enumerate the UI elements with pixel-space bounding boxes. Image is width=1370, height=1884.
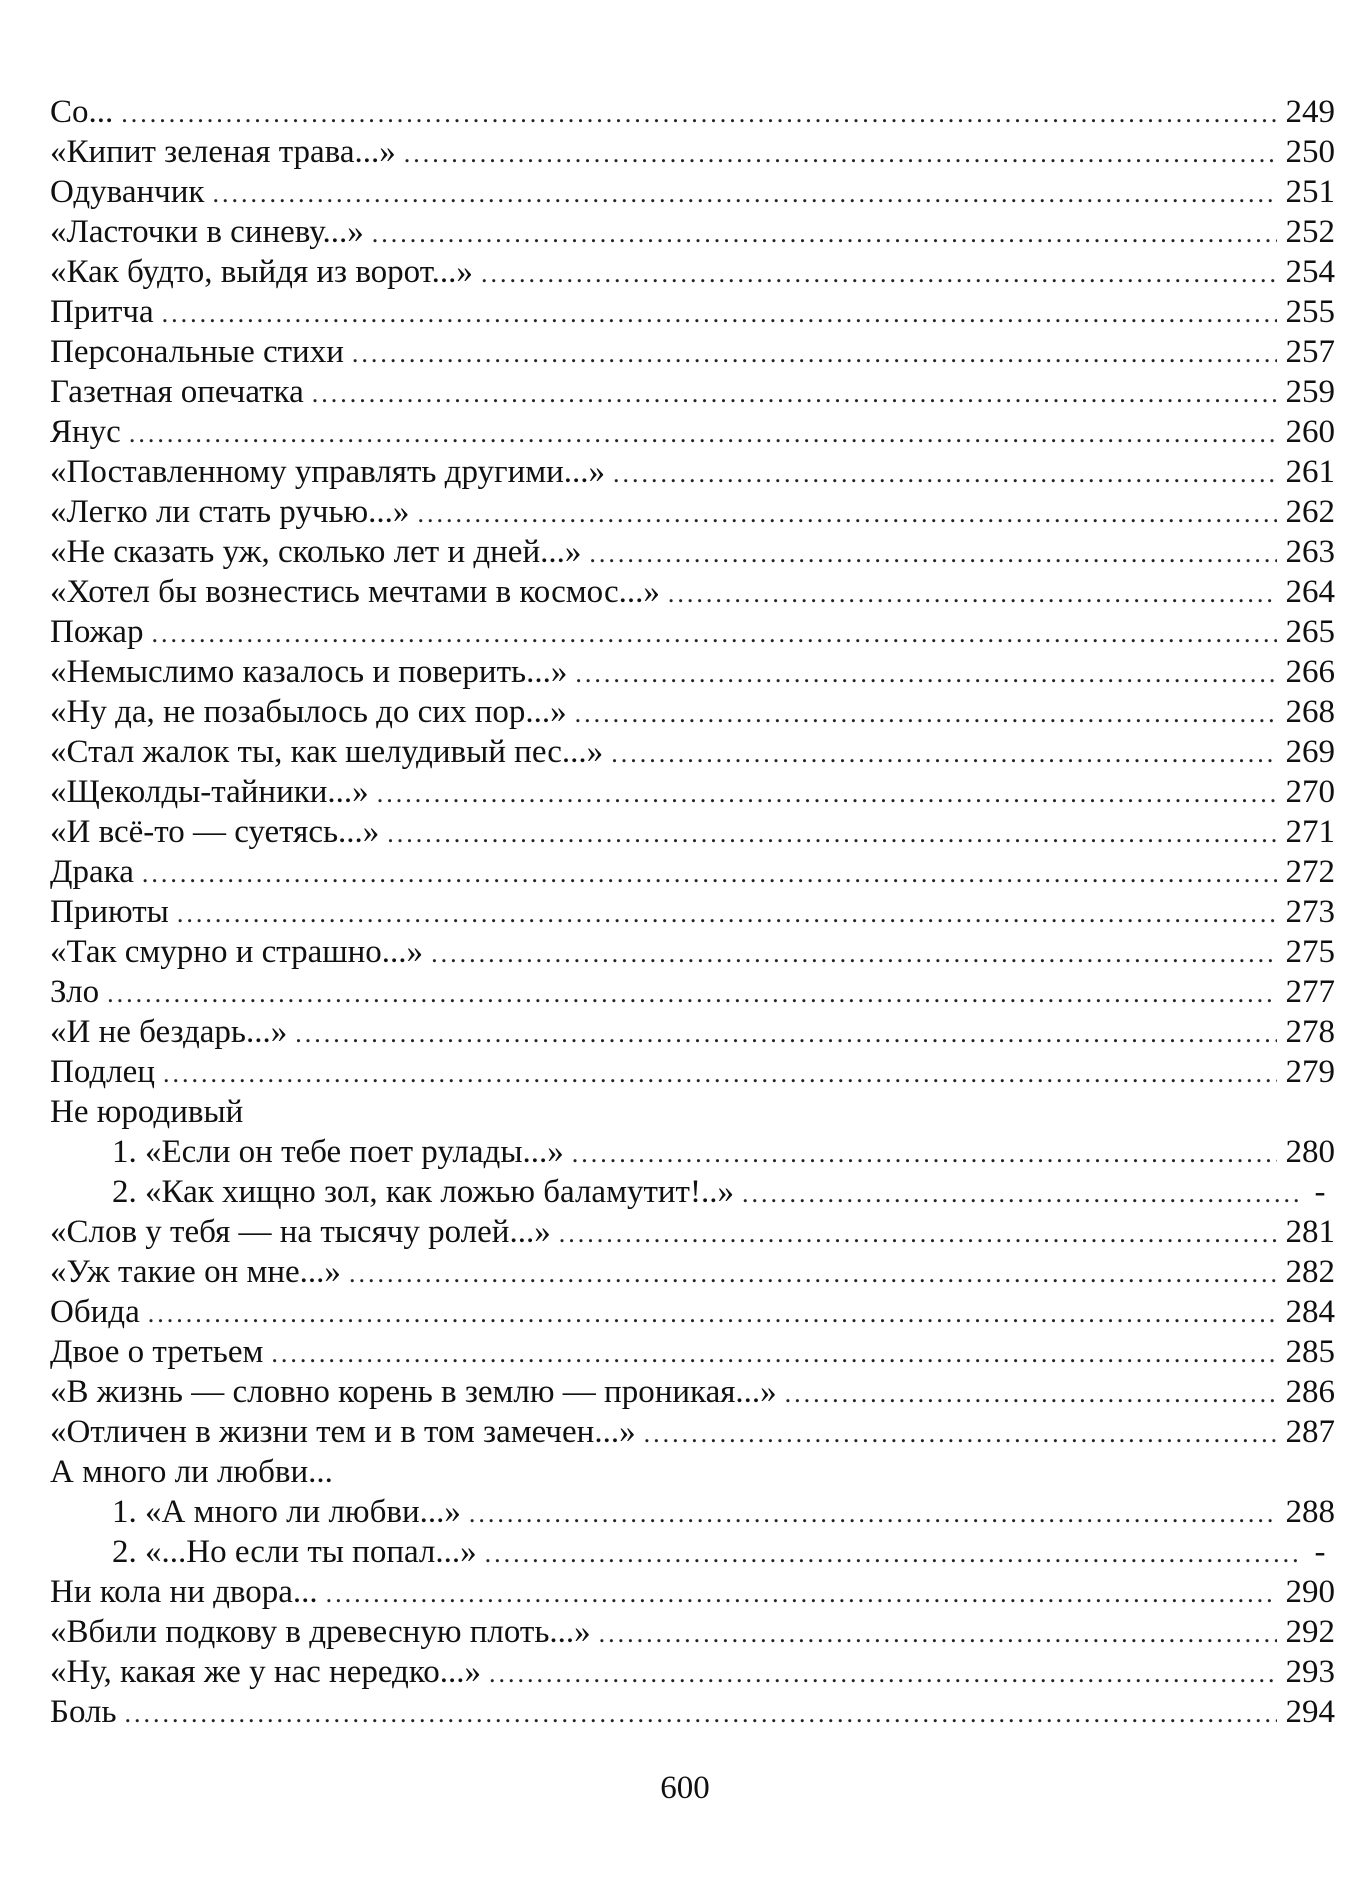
toc-entry <box>50 692 1335 732</box>
toc-entry-page: 266 <box>1285 654 1335 690</box>
toc-entry-page: 259 <box>1285 374 1335 410</box>
toc-entry-page: 290 <box>1285 1574 1335 1610</box>
toc-entry-title: Персональные стихи <box>50 334 344 370</box>
toc-entry-title: 1. «Если он тебе поет рулады...» <box>112 1134 564 1170</box>
toc-entry-title: «Ну, какая же у нас нередко...» <box>50 1654 481 1690</box>
toc-entry-title: Со... <box>50 94 114 130</box>
toc-entry-title: Газетная опечатка <box>50 374 304 410</box>
toc-entry-title: «И всё-то — суетясь...» <box>50 814 380 850</box>
toc-entry-page: 275 <box>1285 934 1335 970</box>
toc-leader-dots <box>125 1694 1277 1734</box>
toc-entry <box>50 892 1335 932</box>
table-of-contents <box>50 92 1335 1732</box>
toc-entry <box>50 1572 1335 1612</box>
toc-leader-dots <box>387 814 1277 854</box>
toc-leader-dots <box>742 1174 1299 1214</box>
toc-entry <box>50 1452 1335 1492</box>
toc-entry <box>50 212 1335 252</box>
toc-entry-page: 286 <box>1285 1374 1335 1410</box>
toc-entry-title: «Вбили подкову в древесную плоть...» <box>50 1614 591 1650</box>
toc-leader-dots <box>312 374 1277 414</box>
toc-leader-dots <box>142 854 1277 894</box>
toc-leader-dots <box>431 934 1277 974</box>
toc-entry <box>50 1372 1335 1412</box>
toc-entry-title: Двое о третьем <box>50 1334 264 1370</box>
toc-entry-title: А много ли любви... <box>50 1454 333 1490</box>
toc-entry <box>50 1652 1335 1692</box>
toc-entry-title: «Кипит зеленая трава...» <box>50 134 396 170</box>
toc-entry <box>50 492 1335 532</box>
toc-entry-page: 294 <box>1285 1694 1335 1730</box>
toc-leader-dots <box>469 1494 1277 1534</box>
toc-entry-page: 288 <box>1285 1494 1335 1530</box>
toc-entry <box>50 1692 1335 1732</box>
toc-entry-title: «Ласточки в синеву...» <box>50 214 364 250</box>
toc-entry <box>50 412 1335 452</box>
toc-subentry <box>50 1172 1335 1212</box>
toc-leader-dots <box>129 414 1277 454</box>
toc-leader-dots <box>485 1534 1299 1574</box>
toc-entry <box>50 132 1335 172</box>
toc-leader-dots <box>575 654 1277 694</box>
toc-leader-dots <box>613 454 1277 494</box>
toc-leader-dots <box>644 1414 1277 1454</box>
toc-entry-page: 277 <box>1285 974 1335 1010</box>
toc-entry <box>50 252 1335 292</box>
toc-entry-title: «Немыслимо казалось и поверить...» <box>50 654 568 690</box>
toc-entry-page: 262 <box>1285 494 1335 530</box>
toc-entry-title: «Отличен в жизни тем и в том замечен...» <box>50 1414 636 1450</box>
toc-leader-dots <box>589 534 1277 574</box>
toc-entry <box>50 1212 1335 1252</box>
toc-entry-page: 250 <box>1285 134 1335 170</box>
toc-entry-page: 284 <box>1285 1294 1335 1330</box>
toc-entry-page: 271 <box>1285 814 1335 850</box>
toc-entry-title: Драка <box>50 854 134 890</box>
toc-entry-page: - <box>1314 1534 1326 1570</box>
toc-entry-page: 272 <box>1285 854 1335 890</box>
toc-leader-dots <box>163 1054 1277 1094</box>
toc-leader-dots <box>151 614 1277 654</box>
toc-entry-title: «Щеколды-тайники...» <box>50 774 369 810</box>
toc-leader-dots <box>417 494 1277 534</box>
toc-entry-title: «Как будто, выйдя из ворот...» <box>50 254 473 290</box>
toc-entry-title: «Стал жалок ты, как шелудивый пес...» <box>50 734 604 770</box>
toc-subentry <box>50 1532 1335 1572</box>
toc-entry-title: Подлец <box>50 1054 155 1090</box>
toc-entry-page: 273 <box>1285 894 1335 930</box>
toc-entry-title: 2. «Как хищно зол, как ложью баламутит!..» <box>112 1174 734 1210</box>
toc-entry <box>50 612 1335 652</box>
toc-entry-title: «Уж такие он мне...» <box>50 1254 341 1290</box>
toc-entry <box>50 532 1335 572</box>
toc-entry-title: Янус <box>50 414 121 450</box>
toc-entry-title: Обида <box>50 1294 140 1330</box>
toc-entry <box>50 92 1335 132</box>
toc-leader-dots <box>121 94 1277 134</box>
toc-entry <box>50 1052 1335 1092</box>
page-number: 600 <box>660 1770 710 1806</box>
toc-entry <box>50 1332 1335 1372</box>
toc-leader-dots <box>575 694 1277 734</box>
toc-entry-page: 269 <box>1285 734 1335 770</box>
toc-entry <box>50 652 1335 692</box>
toc-subentry <box>50 1132 1335 1172</box>
toc-entry-title: 2. «...Но если ты попал...» <box>112 1534 477 1570</box>
toc-entry-page: 251 <box>1285 174 1335 210</box>
toc-entry-title: Ни кола ни двора... <box>50 1574 318 1610</box>
toc-entry <box>50 772 1335 812</box>
toc-entry-page: 257 <box>1285 334 1335 370</box>
toc-leader-dots <box>212 174 1277 214</box>
toc-entry <box>50 972 1335 1012</box>
toc-entry-title: «Слов у тебя — на тысячу ролей...» <box>50 1214 551 1250</box>
toc-entry-page: 279 <box>1285 1054 1335 1090</box>
toc-leader-dots <box>785 1374 1277 1414</box>
toc-entry-page: 254 <box>1285 254 1335 290</box>
toc-entry-title: Зло <box>50 974 100 1010</box>
toc-leader-dots <box>572 1134 1277 1174</box>
toc-entry <box>50 1012 1335 1052</box>
toc-entry-title: Боль <box>50 1694 117 1730</box>
toc-entry-title: Не юродивый <box>50 1094 244 1130</box>
toc-entry <box>50 1252 1335 1292</box>
toc-leader-dots <box>177 894 1277 934</box>
toc-leader-dots <box>107 974 1277 1014</box>
toc-entry-page: 249 <box>1285 94 1335 130</box>
toc-entry <box>50 172 1335 212</box>
toc-leader-dots <box>599 1614 1277 1654</box>
toc-entry-page: 293 <box>1285 1654 1335 1690</box>
toc-entry-page: 292 <box>1285 1614 1335 1650</box>
toc-entry <box>50 1092 1335 1132</box>
toc-entry <box>50 572 1335 612</box>
toc-leader-dots <box>611 734 1277 774</box>
toc-entry-page: 282 <box>1285 1254 1335 1290</box>
toc-leader-dots <box>377 774 1277 814</box>
toc-leader-dots <box>326 1574 1277 1614</box>
toc-entry-title: «И не бездарь...» <box>50 1014 288 1050</box>
toc-entry <box>50 1612 1335 1652</box>
toc-entry-page: 268 <box>1285 694 1335 730</box>
toc-entry <box>50 292 1335 332</box>
toc-entry-page: 281 <box>1285 1214 1335 1250</box>
toc-entry <box>50 732 1335 772</box>
toc-entry-title: «Легко ли стать ручью...» <box>50 494 410 530</box>
toc-entry-title: Притча <box>50 294 154 330</box>
toc-entry-page: 278 <box>1285 1014 1335 1050</box>
toc-entry-page: 265 <box>1285 614 1335 650</box>
toc-entry-title: 1. «А много ли любви...» <box>112 1494 461 1530</box>
toc-leader-dots <box>372 214 1277 254</box>
toc-entry-title: «Ну да, не позабылось до сих пор...» <box>50 694 567 730</box>
toc-entry-page: 263 <box>1285 534 1335 570</box>
toc-leader-dots <box>162 294 1277 334</box>
toc-entry-page: 270 <box>1285 774 1335 810</box>
toc-entry-page: 287 <box>1285 1414 1335 1450</box>
toc-leader-dots <box>148 1294 1277 1334</box>
toc-leader-dots <box>352 334 1277 374</box>
toc-entry-page: 261 <box>1285 454 1335 490</box>
toc-entry-title: «Хотел бы вознестись мечтами в космос...» <box>50 574 660 610</box>
toc-entry-page: 255 <box>1285 294 1335 330</box>
toc-leader-dots <box>404 134 1277 174</box>
toc-entry-title: «В жизнь — словно корень в землю — проникая...» <box>50 1374 777 1410</box>
toc-entry-title: Пожар <box>50 614 144 650</box>
toc-entry-page: 285 <box>1285 1334 1335 1370</box>
toc-page <box>50 92 1335 1732</box>
toc-subentry <box>50 1492 1335 1532</box>
toc-entry <box>50 1412 1335 1452</box>
toc-entry <box>50 332 1335 372</box>
toc-entry <box>50 372 1335 412</box>
toc-leader-dots <box>295 1014 1277 1054</box>
toc-entry-title: Одуванчик <box>50 174 205 210</box>
toc-entry-title: «Не сказать уж, сколько лет и дней...» <box>50 534 582 570</box>
toc-entry <box>50 852 1335 892</box>
toc-entry-page: 264 <box>1285 574 1335 610</box>
toc-leader-dots <box>668 574 1277 614</box>
toc-leader-dots <box>349 1254 1277 1294</box>
toc-entry <box>50 452 1335 492</box>
toc-leader-dots <box>481 254 1277 294</box>
toc-entry-title: «Так смурно и страшно...» <box>50 934 424 970</box>
toc-entry-page: 260 <box>1285 414 1335 450</box>
toc-entry-page: 252 <box>1285 214 1335 250</box>
toc-leader-dots <box>559 1214 1277 1254</box>
toc-entry-title: «Поставленному управлять другими...» <box>50 454 606 490</box>
toc-entry-title: Приюты <box>50 894 169 930</box>
toc-entry-page: - <box>1314 1174 1326 1210</box>
toc-leader-dots <box>271 1334 1277 1374</box>
toc-entry <box>50 812 1335 852</box>
toc-entry <box>50 1292 1335 1332</box>
toc-entry-page: 280 <box>1285 1134 1335 1170</box>
toc-entry <box>50 932 1335 972</box>
toc-leader-dots <box>489 1654 1277 1694</box>
